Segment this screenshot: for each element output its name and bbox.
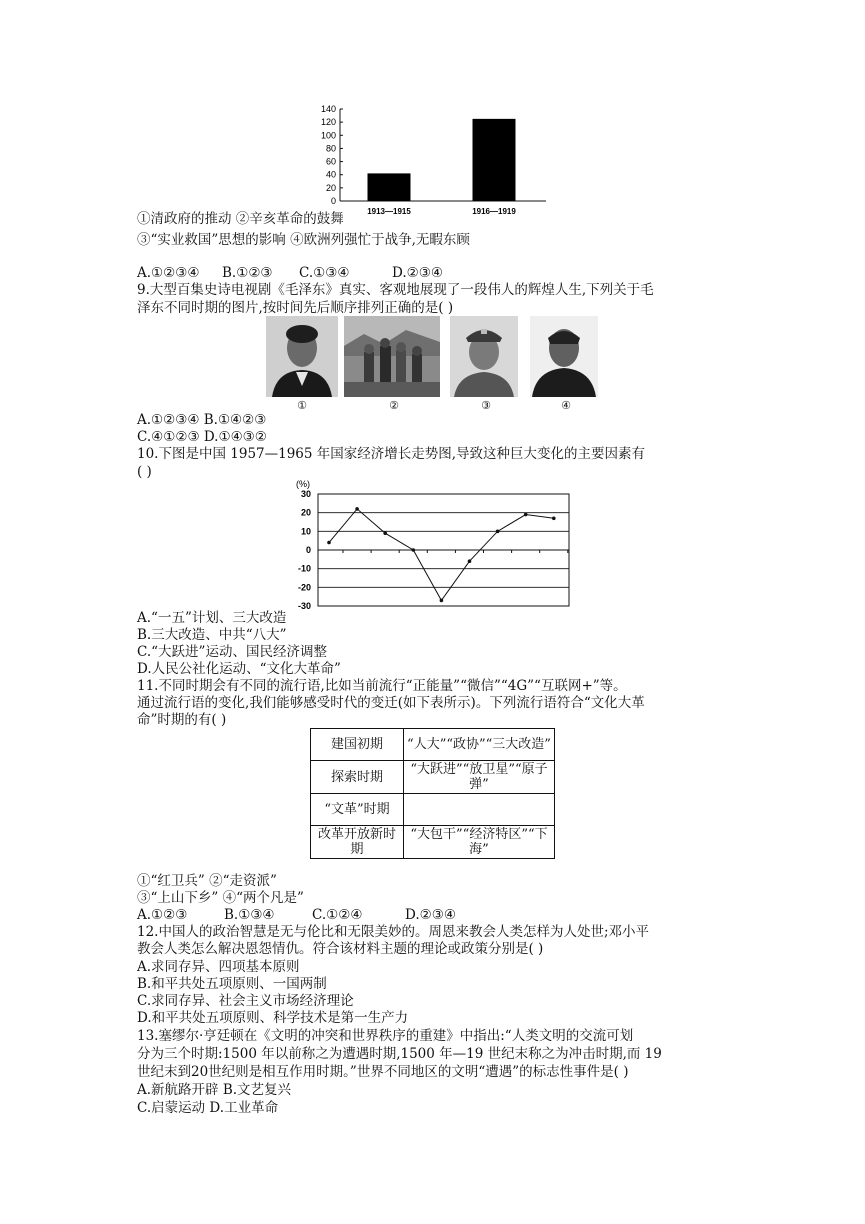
q11-stem-line-1: 11.不同时期会有不同的流行语,比如当前流行“正能量”“微信”“4G”“互联网+”等。	[137, 678, 627, 694]
q8-option-line-2: ③“实业救国”思想的影响 ④欧洲列强忙于战争,无暇东顾	[137, 232, 470, 248]
photo-label-3: ③	[481, 399, 491, 412]
bar-chart-y-tick-label: 100	[320, 130, 336, 141]
table-row	[311, 729, 555, 761]
bar-chart-x-labels	[367, 207, 516, 216]
table-cell-words: “大跃进”“放卫星”“原子弹”	[404, 761, 555, 794]
bar-chart-bars	[368, 119, 516, 201]
q10-stem-line-2: ( )	[137, 464, 152, 480]
q11-option-line-1: ①“红卫兵” ②“走资派”	[137, 873, 277, 889]
bar-chart-y-tick-label: 80	[325, 143, 336, 154]
line-chart-point	[524, 513, 528, 517]
bar-chart-bar	[368, 173, 411, 201]
table-row	[311, 826, 555, 859]
q12-choice-d[interactable]: D.和平共处五项原则、科学技术是第一生产力	[137, 1010, 409, 1026]
line-chart-series-line	[329, 509, 554, 600]
q11-stem-line-3: 命”时期的有( )	[137, 712, 227, 728]
bar-chart-y-tick-label: 40	[325, 169, 336, 180]
table-cell-words: “大包干”“经济特区”“下海”	[404, 826, 555, 859]
q12-choice-a[interactable]: A.求同存异、四项基本原则	[137, 959, 300, 975]
line-chart-y-label: (%)	[296, 479, 310, 489]
q9-stem-line-2: 泽东不同时期的图片,按时间先后顺序排列正确的是( )	[137, 300, 454, 316]
table-cell-words: “人大”“政协”“三大改造”	[404, 729, 555, 761]
line-chart-y-tick-label: 20	[300, 507, 311, 518]
q11-choices	[137, 906, 456, 924]
line-chart-point	[468, 559, 472, 563]
line-chart-point	[440, 599, 444, 603]
line-chart-point	[496, 530, 500, 534]
line-chart	[286, 476, 576, 612]
bar-chart-x-tick-label: 1916—1919	[472, 207, 516, 216]
q8-choice-b[interactable]: B.①②③	[222, 265, 273, 281]
q11-choice-c[interactable]: C.①②④	[312, 907, 363, 923]
line-chart-point	[327, 541, 331, 545]
bar-chart-x-tick-label: 1913—1915	[367, 207, 411, 216]
q8-option-line-1: ①清政府的推动 ②辛亥革命的鼓舞	[137, 211, 344, 227]
table-row	[311, 761, 555, 794]
table-cell-period: 探索时期	[311, 761, 404, 794]
q13-stem-line-1: 13.塞缪尔·亨廷顿在《文明的冲突和世界秩序的重建》中指出:“人类文明的交流可划	[137, 1028, 634, 1044]
bar-chart-y-tick-label: 60	[325, 156, 336, 167]
bar-chart-y-tick-label: 0	[330, 196, 336, 206]
line-chart-y-tick-label: -20	[297, 582, 311, 593]
q13-stem-line-3: 世纪末到20世纪则是相互作用时期。”世界不同地区的文明“遭遇”的标志性事件是( )	[137, 1064, 629, 1080]
q10-choice-b[interactable]: B.三大改造、中共“八大”	[137, 627, 287, 643]
bar-chart-bar	[473, 119, 516, 201]
photo-4-elder-portrait	[530, 316, 598, 397]
bar-chart-y-tick-label: 120	[320, 117, 336, 128]
q12-stem-line-1: 12.中国人的政治智慧是无与伦比和无限美妙的。周恩来教会人类怎样为人处世;邓小平	[137, 924, 650, 940]
q9-stem-line-1: 9.大型百集史诗电视剧《毛泽东》真实、客观地展现了一段伟人的辉煌人生,下列关于毛	[137, 282, 654, 298]
photo-label-4: ④	[561, 399, 571, 412]
bar-chart	[300, 100, 560, 218]
q10-choice-c[interactable]: C.“大跃进”运动、国民经济调整	[137, 644, 327, 660]
q11-choice-b[interactable]: B.①③④	[224, 907, 275, 923]
q11-choice-a[interactable]: A.①②③	[137, 907, 188, 923]
line-chart-y-tick-label: 10	[300, 526, 311, 537]
line-chart-y-tick-label: 0	[305, 545, 311, 555]
q13-stem-line-2: 分为三个时期:1500 年以前称之为遭遇时期,1500 年—19 世纪末称之为冲击时期,而 19	[137, 1046, 662, 1062]
q10-choice-d[interactable]: D.人民公社化运动、“文化大革命”	[137, 661, 341, 677]
photo-2-group-painting	[344, 316, 440, 397]
photo-1-young-portrait	[266, 316, 338, 397]
photo-3-capped-portrait	[450, 316, 518, 397]
q8-choice-a[interactable]: A.①②③④	[137, 265, 200, 281]
line-chart-point	[412, 548, 416, 552]
q12-choice-c[interactable]: C.求同存异、社会主义市场经济理论	[137, 993, 354, 1009]
table-cell-words	[404, 794, 555, 826]
photo-label-2: ②	[389, 399, 399, 412]
q11-choice-d[interactable]: D.②③④	[405, 907, 456, 923]
q13-choice-line-2[interactable]: C.启蒙运动 D.工业革命	[137, 1100, 279, 1116]
table-row	[311, 794, 555, 826]
line-chart-point	[383, 531, 387, 535]
photo-label-1: ①	[297, 399, 307, 412]
q8-choice-d[interactable]: D.②③④	[392, 265, 443, 281]
q13-choice-line-1[interactable]: A.新航路开辟 B.文艺复兴	[137, 1082, 292, 1098]
line-chart-y-tick-label: -10	[297, 563, 311, 574]
line-chart-series	[327, 507, 555, 602]
q10-stem-line-1: 10.下图是中国 1957—1965 年国家经济增长走势图,导致这种巨大变化的主要因素有	[137, 446, 646, 462]
q9-choice-line-2[interactable]: C.④①②③ D.①④③②	[137, 429, 267, 445]
q12-stem-line-2: 教会人类怎么解决恩怨情仇。符合该材料主题的理论或政策分别是( )	[137, 941, 544, 957]
q10-choice-a[interactable]: A.“一五”计划、三大改造	[137, 610, 287, 626]
q11-option-line-2: ③“上山下乡” ④“两个凡是”	[137, 890, 304, 906]
line-chart-y-tick-label: 30	[300, 489, 311, 499]
line-chart-point	[552, 516, 556, 520]
bar-chart-y-tick-label: 140	[320, 104, 336, 114]
q11-stem-line-2: 通过流行语的变化,我们能够感受时代的变迁(如下表所示)。下列流行语符合“文化大革	[137, 695, 645, 711]
table-cell-period: 改革开放新时期	[311, 826, 404, 859]
q9-choice-line-1[interactable]: A.①②③④ B.①④②③	[137, 412, 267, 428]
q8-choices	[137, 264, 443, 282]
slang-table	[310, 728, 555, 859]
line-chart-y-ticks	[298, 489, 311, 611]
line-chart-point	[355, 507, 359, 511]
q12-choice-b[interactable]: B.和平共处五项原则、一国两制	[137, 976, 327, 992]
q8-choice-c[interactable]: C.①③④	[299, 265, 350, 281]
bar-chart-y-tick-label: 20	[325, 182, 336, 193]
table-cell-period: “文革”时期	[311, 794, 404, 826]
line-chart-y-tick-label: -30	[297, 601, 311, 611]
table-cell-period: 建国初期	[311, 729, 404, 761]
